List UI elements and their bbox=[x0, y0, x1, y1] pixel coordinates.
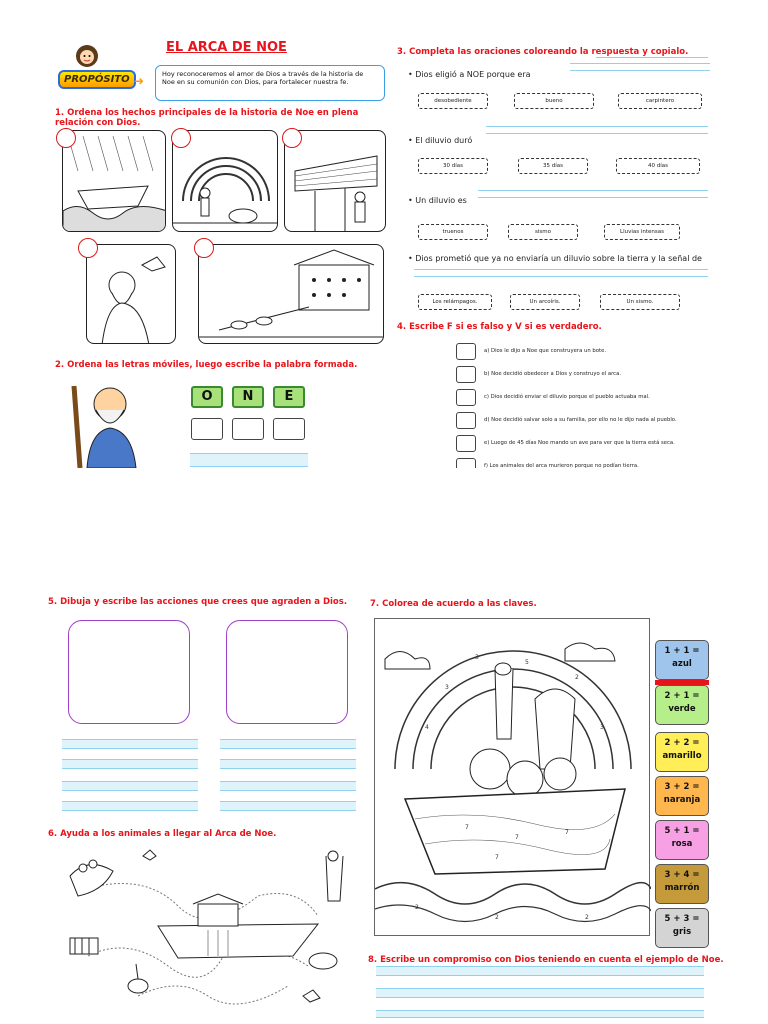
svg-text:7: 7 bbox=[495, 854, 499, 861]
svg-text:4: 4 bbox=[425, 724, 429, 731]
girl-character-icon bbox=[70, 44, 104, 70]
coloring-image[interactable] bbox=[374, 618, 650, 936]
drawing-box-2[interactable] bbox=[226, 620, 348, 724]
tf-box-c[interactable] bbox=[456, 389, 476, 406]
letter-tile-2[interactable]: N bbox=[232, 386, 264, 408]
tf-box-a[interactable] bbox=[456, 343, 476, 360]
q2-text: • El diluvio duró bbox=[408, 136, 473, 145]
tf-row-f-clipped bbox=[456, 458, 716, 468]
key-expr-rosa: 5 + 1 = bbox=[664, 826, 700, 836]
key-expr-amarillo: 2 + 2 = bbox=[664, 738, 700, 748]
color-key-verde bbox=[655, 685, 709, 725]
tf-box-b[interactable] bbox=[456, 366, 476, 383]
answer-tile-2[interactable] bbox=[232, 418, 264, 440]
key-expr-naranja: 3 + 2 = bbox=[664, 782, 700, 792]
q4-answer-lines[interactable] bbox=[414, 269, 708, 283]
q2-option-3[interactable]: 40 días bbox=[616, 158, 700, 174]
q1-option-1[interactable]: desobediente bbox=[418, 93, 488, 109]
tf-box-e[interactable] bbox=[456, 435, 476, 452]
svg-text:2: 2 bbox=[495, 914, 499, 921]
story-image-building-ark bbox=[284, 130, 386, 232]
q4-option-3[interactable]: Un sismo. bbox=[600, 294, 680, 310]
q2-answer-lines[interactable] bbox=[486, 126, 708, 140]
svg-text:2: 2 bbox=[585, 914, 589, 921]
color-key-naranja bbox=[655, 776, 709, 816]
color-key-azul bbox=[655, 640, 709, 680]
page-title: EL ARCA DE NOE bbox=[166, 40, 287, 55]
key-color-rosa: rosa bbox=[671, 838, 693, 849]
letter-tile-3[interactable]: E bbox=[273, 386, 305, 408]
order-circle-5[interactable] bbox=[194, 238, 214, 258]
section-8-heading: 8. Escribe un compromiso con Dios teniendo en cuenta el ejemplo de Noe. bbox=[368, 955, 724, 965]
svg-text:7: 7 bbox=[515, 834, 519, 841]
svg-text:7: 7 bbox=[565, 829, 569, 836]
key-expr-marron: 3 + 4 = bbox=[664, 870, 700, 880]
noah-character-icon bbox=[62, 376, 152, 468]
story-image-flood bbox=[62, 130, 166, 232]
q3-text: • Un diluvio es bbox=[408, 196, 467, 205]
tf-statement-e: e) Luego de 45 días Noe mando un ave para ver que la tierra está seca. bbox=[484, 440, 675, 446]
order-circle-2[interactable] bbox=[171, 128, 191, 148]
key-color-azul: azul bbox=[672, 658, 692, 669]
q2-option-2[interactable]: 35 días bbox=[518, 158, 588, 174]
tf-statement-f: f) Los animales del arca murieron porque no podían tierra. bbox=[484, 463, 639, 468]
section-7-heading: 7. Colorea de acuerdo a las claves. bbox=[370, 599, 537, 609]
q4-text: • Dios prometió que ya no enviaría un diluvio sobre la tierra y la señal de bbox=[408, 254, 702, 263]
svg-text:2: 2 bbox=[415, 904, 419, 911]
tf-statement-d: d) Noe decidió salvar solo a su familia, por ello no le dijo nada al pueblo. bbox=[484, 417, 677, 423]
purpose-text: Hoy reconoceremos el amor de Dios a través de la historia de Noe en su comunión con Dios, para fortalecer nuestra fe. bbox=[155, 65, 385, 101]
maze-illustration[interactable] bbox=[58, 846, 358, 1012]
section-5-heading: 5. Dibuja y escribe las acciones que crees que agraden a Dios. bbox=[48, 597, 348, 607]
section-3-heading: 3. Completa las oraciones coloreando la respuesta y copialo. bbox=[397, 47, 689, 57]
commitment-lines[interactable] bbox=[376, 966, 704, 1018]
key-color-naranja: naranja bbox=[663, 794, 701, 805]
section-2-heading: 2. Ordena las letras móviles, luego escribe la palabra formada. bbox=[55, 360, 358, 370]
svg-text:3: 3 bbox=[600, 724, 604, 731]
key-expr-azul: 1 + 1 = bbox=[664, 646, 700, 656]
q3-answer-lines[interactable] bbox=[478, 190, 708, 204]
key-color-marron: marrón bbox=[664, 882, 700, 893]
q1-option-2[interactable]: bueno bbox=[514, 93, 594, 109]
tf-box-d[interactable] bbox=[456, 412, 476, 429]
color-key-gris bbox=[655, 908, 709, 948]
writing-lines-right[interactable] bbox=[220, 739, 356, 811]
key-color-gris: gris bbox=[672, 926, 692, 937]
svg-text:3: 3 bbox=[475, 654, 479, 661]
tf-box-f[interactable] bbox=[456, 458, 476, 468]
tf-statement-c: c) Dios decidió enviar el diluvio porque el pueblo actuaba mal. bbox=[484, 394, 650, 400]
q3-option-2[interactable]: sismo bbox=[508, 224, 578, 240]
q3-option-1[interactable]: truenos bbox=[418, 224, 488, 240]
answer-line-word[interactable] bbox=[190, 453, 308, 467]
drawing-box-1[interactable] bbox=[68, 620, 190, 724]
arrow-right-icon: ➜ bbox=[134, 74, 145, 88]
purpose-badge: PROPÓSITO bbox=[58, 70, 136, 89]
color-key-amarillo bbox=[655, 732, 709, 772]
answer-tile-1[interactable] bbox=[191, 418, 223, 440]
color-key-rosa bbox=[655, 820, 709, 860]
order-circle-3[interactable] bbox=[282, 128, 302, 148]
section-1-heading: 1. Ordena los hechos principales de la historia de Noe en plena relación con Dios. bbox=[55, 108, 359, 128]
q1-option-3[interactable]: carpintero bbox=[618, 93, 702, 109]
svg-text:7: 7 bbox=[465, 824, 469, 831]
q3-option-3[interactable]: Lluvias intensas bbox=[604, 224, 680, 240]
tf-statement-a: a) Dios le dijo a Noe que construyera un bote. bbox=[484, 348, 607, 354]
q2-option-1[interactable]: 30 días bbox=[418, 158, 488, 174]
story-image-rainbow bbox=[172, 130, 278, 232]
color-key-marron bbox=[655, 864, 709, 904]
q4-option-1[interactable]: Los relámpagos. bbox=[418, 294, 492, 310]
letter-tile-1[interactable]: O bbox=[191, 386, 223, 408]
tf-statement-b: b) Noe decidió obedecer a Dios y construyo el arca. bbox=[484, 371, 622, 377]
key-color-amarillo: amarillo bbox=[662, 750, 702, 761]
q1-answer-lines[interactable] bbox=[570, 63, 710, 77]
answer-tile-3[interactable] bbox=[273, 418, 305, 440]
key-expr-verde: 2 + 1 = bbox=[664, 691, 700, 701]
story-image-animals-ark bbox=[198, 244, 384, 344]
svg-text:5: 5 bbox=[525, 659, 529, 666]
section-4-heading: 4. Escribe F si es falso y V si es verdadero. bbox=[397, 322, 602, 332]
order-circle-4[interactable] bbox=[78, 238, 98, 258]
q1-text: • Dios eligió a NOE porque era bbox=[408, 70, 531, 79]
section-6-heading: 6. Ayuda a los animales a llegar al Arca de Noe. bbox=[48, 829, 277, 839]
story-image-noah-dove bbox=[86, 244, 176, 344]
key-color-verde: verde bbox=[668, 703, 696, 714]
svg-text:3: 3 bbox=[445, 684, 449, 691]
writing-lines-left[interactable] bbox=[62, 739, 198, 811]
svg-text:2: 2 bbox=[575, 674, 579, 681]
key-expr-gris: 5 + 3 = bbox=[664, 914, 700, 924]
q4-option-2[interactable]: Un arcoíris. bbox=[510, 294, 580, 310]
order-circle-1[interactable] bbox=[56, 128, 76, 148]
